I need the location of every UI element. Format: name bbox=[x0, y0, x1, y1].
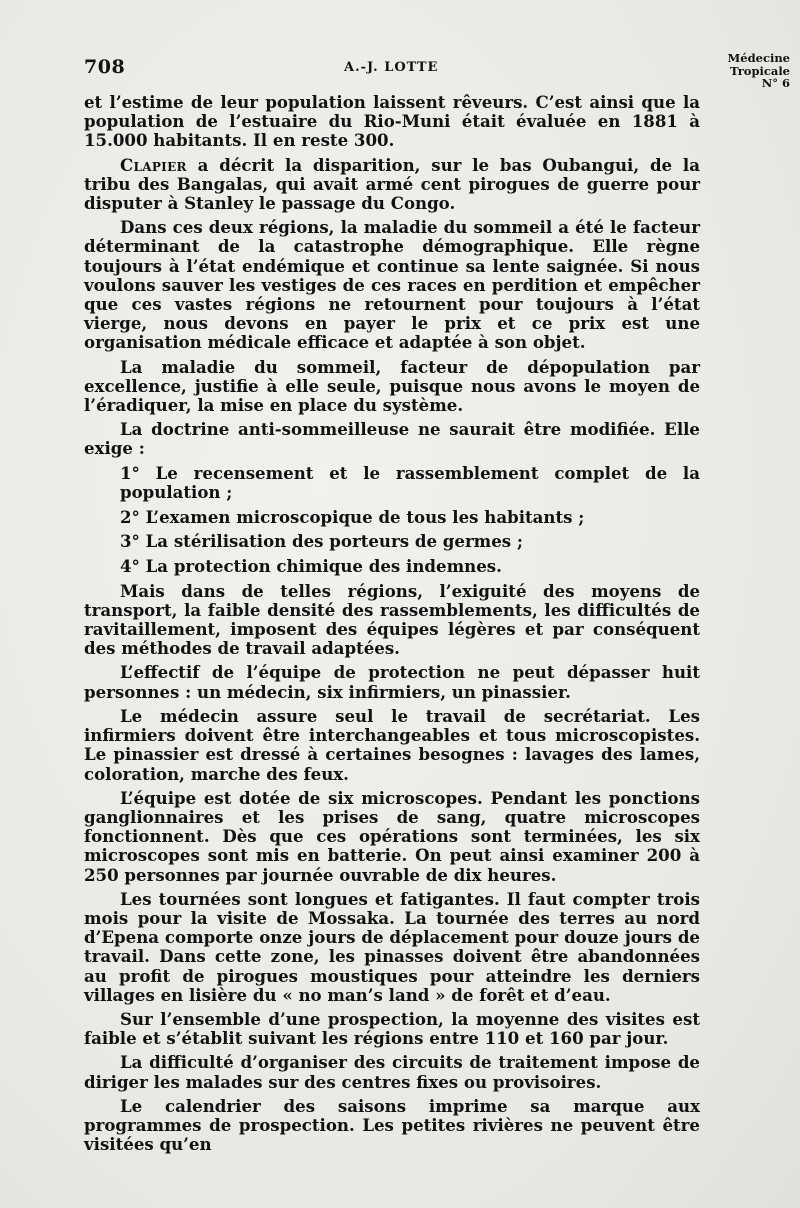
paragraph: Sur l’ensemble d’une prospection, la moyenne des visites est faible et s’établit suivant les régions entre 110 et 160 par jour. bbox=[84, 1008, 700, 1049]
paragraph: et l’estime de leur population laissent rêveurs. C’est ainsi que la population de l’estuaire du Rio-Muni était évaluée en 1881 à 15.000 habitants. Il en reste 300. bbox=[84, 92, 700, 151]
running-head: A.-J. LOTTE bbox=[344, 60, 439, 75]
paragraph: Dans ces deux régions, la maladie du sommeil a été le facteur déterminant de la catastrophe démographique. Elle règne toujours à l’état endémique et continue sa lente saignée. Si nous voulons sauver les vestiges de ces races en perdition et empêcher que ces vastes régions ne retournent pour toujours à l’état vierge, nous devons en payer le prix et ce prix est une organisation médicale efficace et adaptée à son objet. bbox=[84, 217, 700, 353]
paragraph: La maladie du sommeil, facteur de dépopulation par excellence, justifie à elle seule, puisque nous avons le moyen de l’éradiquer, la mise en place du système. bbox=[84, 356, 700, 416]
list-item: 2° L’examen microscopique de tous les habitants ; bbox=[120, 506, 585, 527]
paragraph: L’effectif de l’équipe de protection ne peut dépasser huit personnes : un médecin, six infirmiers, un pinassier. bbox=[84, 662, 700, 702]
author-name: Clapier bbox=[120, 154, 187, 175]
paragraph: Le calendrier des saisons imprime sa marque aux programmes de prospection. Les petites rivières ne peuvent être visitées qu’en bbox=[84, 1095, 700, 1155]
paragraph bbox=[84, 156, 700, 214]
paragraph: Le médecin assure seul le travail de secrétariat. Les infirmiers doivent être interchangeables et tous microscopistes. Le pinassier est dressé à certaines besognes : lavages des lames, coloration, marche des feux. bbox=[84, 705, 700, 784]
page-header bbox=[84, 56, 704, 84]
paragraph: La doctrine anti-sommeilleuse ne saurait être modifiée. Elle exige : bbox=[84, 419, 700, 459]
journal-tag-line: N° 6 bbox=[761, 76, 790, 90]
journal-tag-line: Médecine bbox=[727, 51, 790, 65]
list-item: 3° La stérilisation des porteurs de germes ; bbox=[120, 531, 524, 552]
list-item: 1° Le recensement et le rassemblement complet de la population ; bbox=[120, 462, 700, 502]
body-text bbox=[84, 93, 700, 1159]
journal-tag bbox=[710, 52, 790, 90]
paragraph: L’équipe est dotée de six microscopes. Pendant les ponctions ganglionnaires et les prises de sang, quatre microscopes fonctionnent. Dès que ces opérations sont terminées, les six microscopes sont mis en batterie. On peut ainsi examiner 200 à 250 personnes par journée ouvrable de dix heures. bbox=[84, 787, 700, 885]
paragraph-text: a décrit la disparition, sur le bas Oubangui, de la tribu des Bangalas, qui avait armé cent pirogues de guerre pour disputer à Stanley le passage du Congo. bbox=[84, 154, 700, 214]
journal-tag-line: Tropicale bbox=[730, 63, 790, 78]
page-number: 708 bbox=[84, 56, 126, 78]
paragraph: Les tournées sont longues et fatigantes. Il faut compter trois mois pour la visite de Mossaka. La tournée des terres au nord d’Epena comporte onze jours de déplacement pour douze jours de travail. Dans cette zone, les pinasses doivent être abandonnées au profit de pirogues moustiques pour atteindre les derniers villages en lisière du « no man’s land » de forêt et d’eau. bbox=[84, 888, 700, 1005]
list-item: 4° La protection chimique des indemnes. bbox=[120, 555, 502, 576]
paragraph: Mais dans de telles régions, l’exiguité des moyens de transport, la faible densité des rassemblements, les difficultés de ravitaillement, imposent des équipes légères et par conséquent des méthodes de travail adaptées. bbox=[84, 580, 700, 659]
paragraph: La difficulté d’organiser des circuits de traitement impose de diriger les malades sur des centres fixes ou provisoires. bbox=[84, 1052, 700, 1092]
